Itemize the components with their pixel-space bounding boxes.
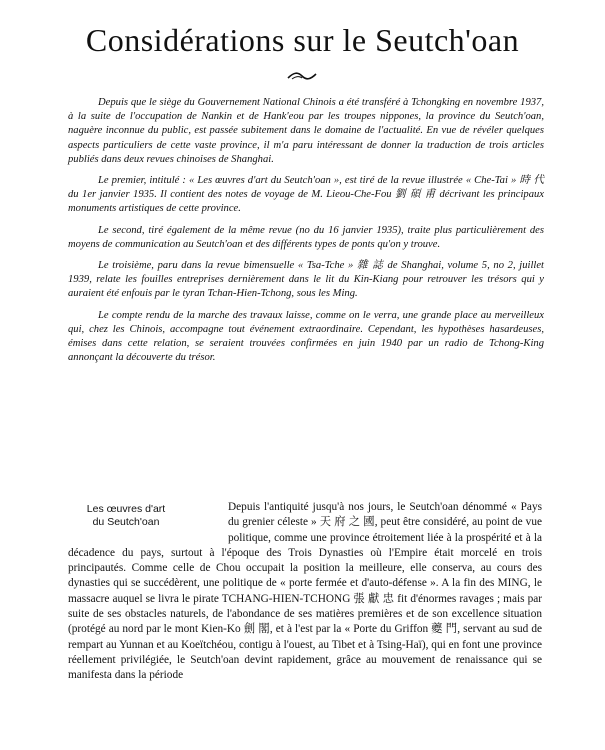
intro-paragraph-1: Depuis que le siège du Gouvernement National Chinois a été transféré à Tchongking en novembre 1937, à la suite de l'occupation de Nankin et de Hank'eou par les troupes nippones, la province du Seutch'oan, naguère inconnue du public, est passée subitement dans le domaine de l'actualité. En vue de révéler quelques aspects particuliers de cette vaste province, il m'a paru intéressant de donner la traduction de trois articles publiés dans deux revues chinoises de Shanghai.: [68, 97, 544, 165]
section-heading-line-2: du Seutch'oan: [92, 516, 160, 528]
introduction: [68, 96, 544, 372]
heading-spacer: [68, 500, 228, 544]
section-body: [68, 500, 542, 684]
section-body-paragraph: Depuis l'antiquité jusqu'à nos jours, le Seutch'oan dénommé « Pays du grenier céleste » 天 府 之 國, peut être considéré, au point de vue politique, comme une province étroitement liée à la prospérité et à la décadence du pays, surtout à l'époque des Trois Dynasties où l'Empire était morcelé en trois principautés. Comme celle de Chou occupait la position la meilleure, elle conserva, au cours des dynasties qui se succédèrent, une politique de « porte fermée et d'auto-défense ». A la fin des MING, le massacre auquel se livra le pirate TCHANG-HIEN-TCHONG 張 獻 忠 fit d'énormes ravages ; mais par suite de ses obstacles naturels, de l'abondance de ses matières premières et de son excellence situation (protégé au nord par le mont Kien-Ko 劍 閣, et à l'est par la « Porte du Griffon 夔 門, servant au sud de rempart au Yunnan et au Koeïtchéou, contigu à l'ouest, au Tibet et à Tsing-Haï), qui en font une province réellement privilégiée, le Seutch'oan devint rapidement, grâce au mouvement de renaissance qui se manifesta dans la période: [68, 501, 542, 682]
intro-paragraph-5: Le compte rendu de la marche des travaux laisse, comme on le verra, une grande place au merveilleux qui, chez les Chinois, accompagne tout événement extraordinaire. Cependant, les hypothèses hasardeuses, émises dans cette relation, se seraient trouvées confirmées en juin 1940 par un radio de Tchong-King annonçant la découverte du trésor.: [68, 309, 544, 364]
ornament-divider-icon: [286, 70, 318, 82]
intro-paragraph-4: Le troisième, paru dans la revue bimensuelle « Tsa-Tche » 雜 誌 de Shanghai, volume 5, no 2, juillet 1939, relate les fouilles entreprises dernièrement dans le lit du Kin-Kiang pour retrouver les trésors qui y auraient été enfouis par le tyran Tchan-Hien-Tchong, sous les Ming.: [68, 260, 544, 300]
section-heading-line-1: Les œuvres d'art: [86, 503, 166, 515]
intro-paragraph-3: Le second, tiré également de la même revue (no du 16 janvier 1935), traite plus particulièrement des moyens de communication au Seutch'oan et des différents types de ponts qu'on y trouve.: [68, 224, 544, 250]
page-title: Considérations sur le Seutch'oan: [85, 22, 520, 58]
intro-paragraph-2: Le premier, intitulé : « Les œuvres d'art du Seutch'oan », est tiré de la revue illustrée « Che-Tai » 時 代 du 1er janvier 1935. Il contient des notes de voyage de M. Lieou-Che-Fou 劉 碩 甫 décrivant les principaux monuments artistiques de cette province.: [68, 175, 544, 215]
